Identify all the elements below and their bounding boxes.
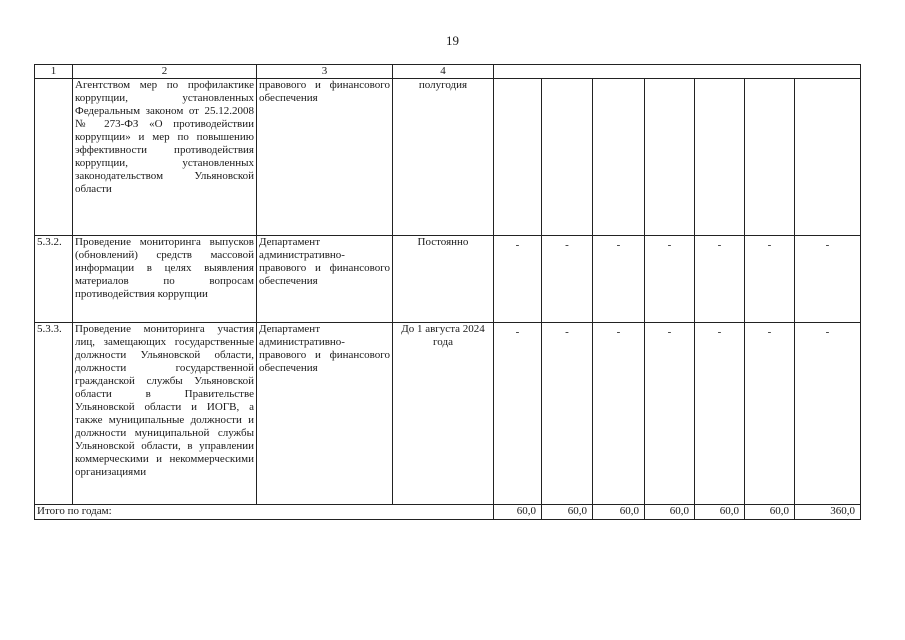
total-value: 60,0: [695, 505, 745, 520]
total-row: [35, 505, 861, 520]
total-value: 360,0: [795, 505, 861, 520]
row-value: -: [745, 323, 795, 505]
header-col-2: 2: [73, 65, 257, 79]
row-value: -: [593, 323, 645, 505]
table-row: [35, 79, 861, 236]
row-responsible: правового и финансового обеспечения: [257, 79, 393, 236]
row-number: 5.3.3.: [35, 323, 73, 505]
row-responsible: Департамент административно-правового и финансового обеспечения: [257, 236, 393, 323]
total-value: 60,0: [645, 505, 695, 520]
row-value: -: [645, 323, 695, 505]
total-value: 60,0: [745, 505, 795, 520]
table-row: [35, 323, 861, 505]
row-number: 5.3.2.: [35, 236, 73, 323]
row-value: -: [593, 236, 645, 323]
total-value: 60,0: [494, 505, 542, 520]
row-value: -: [795, 236, 861, 323]
row-value: -: [645, 236, 695, 323]
row-deadline: полугодия: [393, 79, 494, 236]
row-value: -: [494, 323, 542, 505]
row-description: Агентством мер по профилактике коррупции, установленных Федеральным законом от 25.12.2008 № 273-ФЗ «О противодействии коррупции» и мер по повышению эффективности противодействия коррупции, установленных законодательством Ульяновской области: [73, 79, 257, 236]
row-value: [745, 79, 795, 236]
row-responsible: Департамент административно-правового и финансового обеспечения: [257, 323, 393, 505]
header-col-4: 4: [393, 65, 494, 79]
row-deadline: До 1 августа 2024 года: [393, 323, 494, 505]
row-number: [35, 79, 73, 236]
row-value: [494, 79, 542, 236]
row-value: -: [695, 236, 745, 323]
row-value: -: [745, 236, 795, 323]
page-number: 19: [446, 33, 459, 48]
row-value: [593, 79, 645, 236]
row-deadline: Постоянно: [393, 236, 494, 323]
row-description: Проведение мониторинга выпусков (обновлений) средств массовой информации в целях выявления материалов по вопросам противодействия коррупции: [73, 236, 257, 323]
header-col-1: 1: [35, 65, 73, 79]
row-value: -: [795, 323, 861, 505]
row-value: -: [695, 323, 745, 505]
measures-table: [34, 64, 861, 520]
row-value: -: [542, 323, 593, 505]
table-row: [35, 236, 861, 323]
total-value: 60,0: [593, 505, 645, 520]
header-row: [35, 65, 861, 79]
total-label: Итого по годам:: [35, 505, 494, 520]
row-value: [542, 79, 593, 236]
header-col-3: 3: [257, 65, 393, 79]
total-value: 60,0: [542, 505, 593, 520]
row-description: Проведение мониторинга участия лиц, замещающих государственные должности Ульяновской области, должности государственной гражданской службы Ульяновской области в Правительстве Ульяновской области и ИОГВ, а также муниципальные должности и должности муниципальной службы Ульяновской области, в управлении коммерческими и некоммерческими организациями: [73, 323, 257, 505]
row-value: [795, 79, 861, 236]
row-value: [695, 79, 745, 236]
row-value: -: [542, 236, 593, 323]
row-value: -: [494, 236, 542, 323]
header-empty: [494, 65, 861, 79]
row-value: [645, 79, 695, 236]
